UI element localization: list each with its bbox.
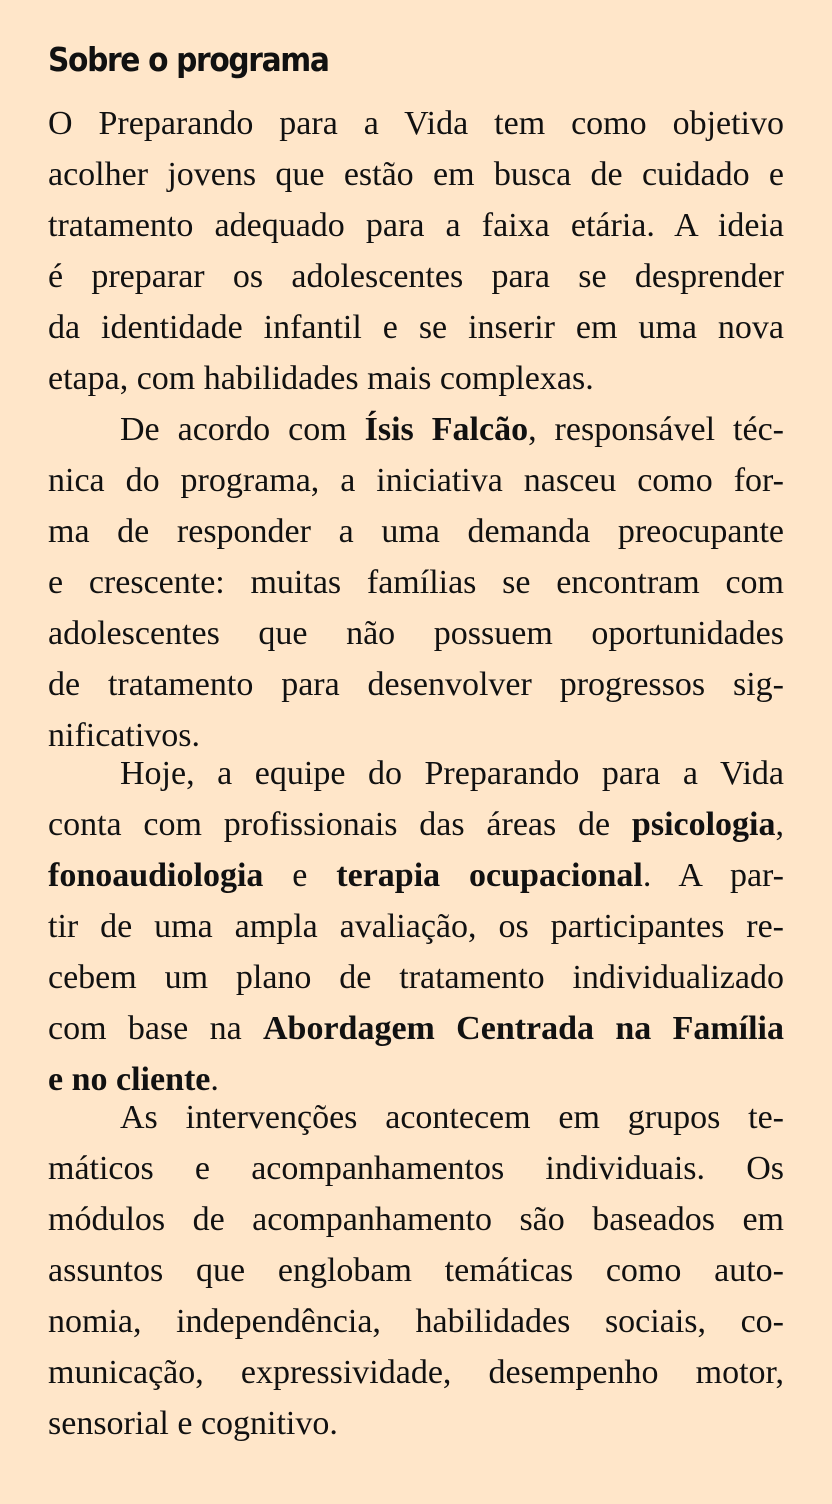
text-line: nificativos. — [48, 717, 201, 754]
text-line: As intervenções acontecem em grupos te- — [120, 1099, 784, 1136]
text-run: , responsável téc- — [528, 411, 784, 448]
text-line: é preparar os adolescentes para se desprender — [48, 258, 784, 295]
text-line: tir de uma ampla avaliação, os participantes re- — [48, 908, 784, 945]
text-line: nomia, independência, habilidades sociais, co- — [48, 1303, 784, 1340]
paragraph-4 — [48, 1092, 784, 1449]
text-line: ma de responder a uma demanda preocupante — [48, 513, 784, 550]
text-line: cebem um plano de tratamento individualizado — [48, 959, 784, 996]
text-run: De acordo com — [120, 411, 365, 448]
text-line: adolescentes que não possuem oportunidades — [48, 615, 784, 652]
text-line: de tratamento para desenvolver progressos sig- — [48, 666, 784, 703]
text-line: da identidade infantil e se inserir em uma nova — [48, 309, 784, 346]
text-run: , — [775, 806, 784, 843]
text-line: módulos de acompanhamento são baseados em — [48, 1201, 784, 1238]
text-line: acolher jovens que estão em busca de cuidado e — [48, 156, 784, 193]
paragraph-1 — [48, 98, 784, 404]
text-run: com base na — [48, 1010, 263, 1047]
emphasis-fonoaudiologia: fonoaudiologia — [48, 857, 264, 894]
text-run: . — [210, 1061, 219, 1098]
text-line — [48, 850, 784, 901]
text-line: etapa, com habilidades mais complexas. — [48, 360, 594, 397]
person-name: Ísis Falcão — [364, 411, 529, 448]
text-line: e crescente: muitas famílias se encontram com — [48, 564, 784, 601]
text-line: tratamento adequado para a faixa etária. A ideia — [48, 207, 784, 244]
text-line: O Preparando para a Vida tem como objetivo — [48, 105, 784, 142]
text-line: assuntos que englobam temáticas como auto- — [48, 1252, 784, 1289]
paragraph-2 — [48, 404, 784, 761]
text-line: máticos e acompanhamentos individuais. Os — [48, 1150, 784, 1187]
text-run: . A par- — [642, 857, 784, 894]
text-line: Hoje, a equipe do Preparando para a Vida — [120, 755, 784, 792]
text-line: municação, expressividade, desempenho motor, — [48, 1354, 784, 1391]
emphasis-terapia-ocupacional: terapia ocupacional — [336, 857, 643, 894]
text-run: conta com profissionais das áreas de — [48, 806, 632, 843]
paragraph-3 — [48, 748, 784, 1105]
emphasis-cliente: e no cliente — [48, 1061, 211, 1098]
section-title: Sobre o programa — [48, 40, 329, 79]
text-run: e — [263, 857, 337, 894]
emphasis-abordagem: Abordagem Centrada na Família — [262, 1010, 785, 1047]
text-line — [48, 404, 784, 455]
text-line — [48, 1003, 784, 1054]
text-line: nica do programa, a iniciativa nasceu como for- — [48, 462, 784, 499]
text-line — [48, 799, 784, 850]
text-line: sensorial e cognitivo. — [48, 1405, 338, 1442]
emphasis-psicologia: psicologia — [631, 806, 776, 843]
